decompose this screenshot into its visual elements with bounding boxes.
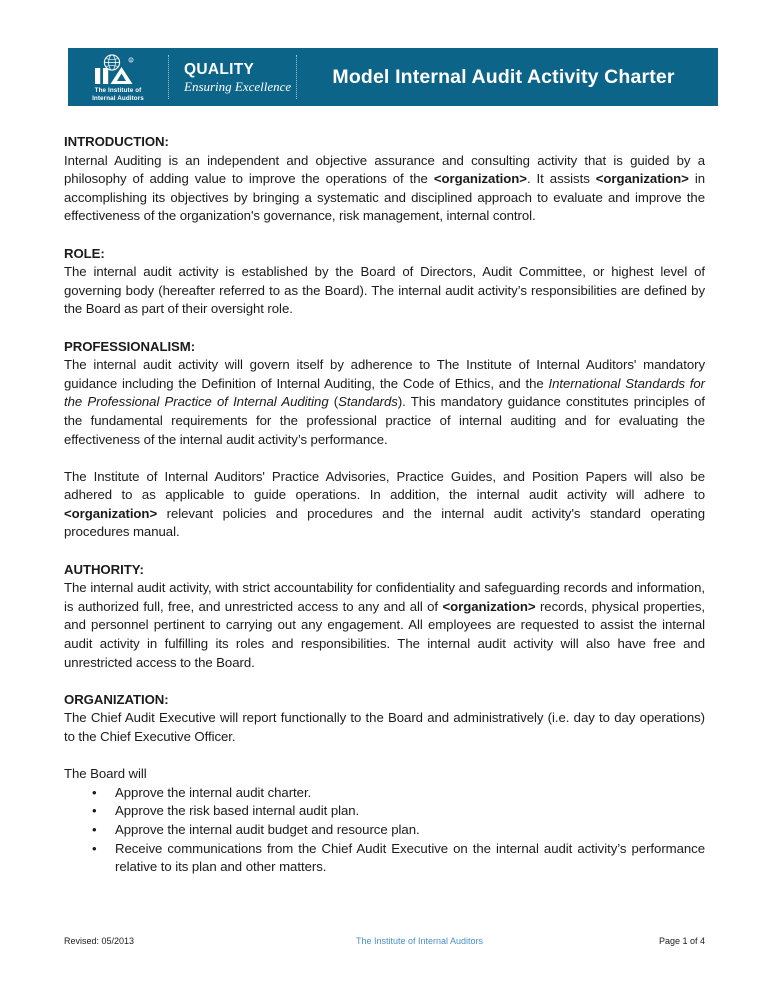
authority-text-part2: records, physical properties, and personnel pertinent to carrying out any engagement. All employees are requested to assist the internal audit activity in fulfilling its roles and responsibilities. The internal audit activity will also have free and unrestricted access to the Board. bbox=[64, 598, 705, 670]
introduction-text-part1: Internal Auditing is an independent and objective assurance and consulting activity that is guided by a philosophy of adding value to improve the operations of the bbox=[64, 152, 705, 187]
role-heading: ROLE: bbox=[64, 245, 105, 261]
page-footer bbox=[64, 935, 705, 947]
board-list-intro: The Board will bbox=[64, 766, 147, 782]
authority-paragraph bbox=[64, 579, 705, 672]
list-item: • Receive communications from the Chief Audit Executive on the internal audit activity’s performance relative to its plan and other matters. bbox=[64, 840, 705, 877]
section-spacer bbox=[64, 542, 705, 561]
introduction-text-part2: . It assists bbox=[526, 171, 596, 187]
organization-heading: ORGANIZATION: bbox=[64, 691, 169, 707]
organization-placeholder: <organization> bbox=[442, 598, 536, 614]
iia-logo-icon bbox=[87, 54, 149, 86]
quality-title: QUALITY bbox=[184, 60, 255, 78]
professionalism-heading: PROFESSIONALISM: bbox=[64, 338, 196, 354]
introduction-paragraph bbox=[64, 152, 705, 226]
section-professionalism bbox=[64, 338, 705, 543]
list-item: • Approve the internal audit budget and resource plan. bbox=[64, 821, 705, 840]
standards-title-italic: International Standards for the Professional Practice of Internal Auditing bbox=[64, 375, 706, 410]
document-body bbox=[64, 133, 705, 877]
footer-revised-date: Revised: 05/2013 bbox=[64, 936, 135, 946]
quality-subtitle: Ensuring Excellence bbox=[184, 78, 292, 94]
professionalism-paragraph-1 bbox=[64, 356, 705, 449]
organization-placeholder: <organization> bbox=[64, 505, 158, 521]
section-introduction bbox=[64, 133, 705, 226]
introduction-text-part3: in accomplishing its objectives by bringing a systematic and disciplined approach to evaluate and improve the effectiveness of the organization's governance, risk management, internal control. bbox=[64, 171, 705, 224]
professionalism-text-part1: The internal audit activity will govern itself by adherence to The Institute of Internal Auditors' mandatory guidance including the Definition of Internal Auditing, the Code of Ethics, and the bbox=[64, 357, 705, 391]
document-header-banner bbox=[68, 48, 718, 106]
footer-page-number: Page 1 of 4 bbox=[658, 936, 705, 946]
board-responsibilities-list bbox=[64, 784, 705, 877]
section-spacer bbox=[64, 319, 705, 338]
organization-paragraph: The Chief Audit Executive will report functionally to the Board and administratively (i.e. day to day operations) to the Chief Executive Officer. bbox=[64, 710, 705, 744]
professionalism-p2-part2: relevant policies and procedures and the internal audit activity's standard operating procedures manual. bbox=[64, 505, 705, 540]
authority-heading: AUTHORITY: bbox=[64, 561, 144, 577]
section-role bbox=[64, 245, 705, 319]
quality-brand-block bbox=[169, 48, 296, 106]
section-authority bbox=[64, 561, 705, 673]
authority-text-part1: The internal audit activity, with strict accountability for confidentiality and safeguarding records and information, is authorized full, free, and unrestricted access to any and all of bbox=[64, 580, 705, 614]
iia-logo-org-name bbox=[92, 87, 144, 102]
section-spacer bbox=[64, 226, 705, 245]
role-paragraph: The internal audit activity is established by the Board of Directors, Audit Committee, or highest level of governing body (hereafter referred to as the Board). The internal audit activity’s responsibilities are defined by the Board as part of their oversight role. bbox=[64, 264, 705, 317]
list-item: • Approve the internal audit charter. bbox=[64, 784, 705, 803]
professionalism-text-part3: ). This mandatory guidance constitutes principles of the fundamental requirements for the professional practice of internal auditing and for evaluating the effectiveness of the internal audit activity’s performance. bbox=[64, 394, 705, 447]
section-spacer bbox=[64, 672, 705, 691]
organization-placeholder: <organization> bbox=[433, 171, 527, 187]
footer-center bbox=[304, 935, 535, 947]
footer-organization-link[interactable]: The Institute of Internal Auditors bbox=[355, 936, 484, 946]
standards-short-italic: Standards bbox=[338, 394, 398, 410]
iia-logo bbox=[68, 48, 168, 106]
list-item: • Approve the risk based internal audit plan. bbox=[64, 802, 705, 821]
organization-placeholder: <organization> bbox=[595, 171, 689, 187]
iia-org-name-line1: The Institute of bbox=[94, 87, 142, 95]
introduction-heading: INTRODUCTION: bbox=[64, 134, 169, 149]
section-organization bbox=[64, 691, 705, 877]
svg-text:R: R bbox=[129, 58, 133, 63]
professionalism-paragraph-2 bbox=[64, 468, 705, 542]
document-title: Model Internal Audit Activity Charter bbox=[332, 65, 675, 88]
iia-org-name-line2: Internal Auditors bbox=[92, 94, 144, 102]
professionalism-text-part2: ( bbox=[328, 394, 339, 410]
document-title-container bbox=[297, 48, 718, 106]
professionalism-p2-part1: The Institute of Internal Auditors' Practice Advisories, Practice Guides, and Position Papers will also be adhered to as applicable to guide operations. In addition, the internal audit activity will adhere to bbox=[64, 468, 705, 503]
